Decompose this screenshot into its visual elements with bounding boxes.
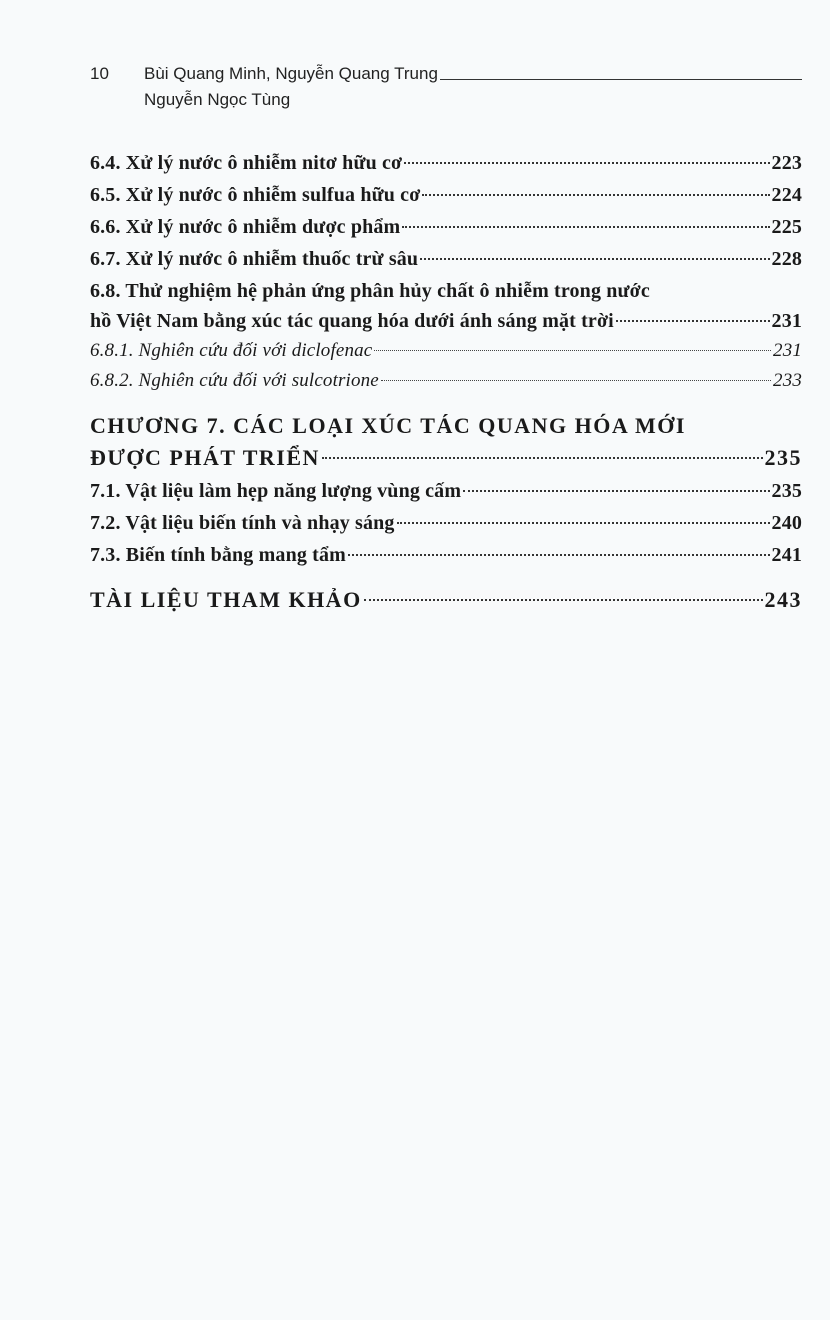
toc-entry-page: 231 [771, 310, 802, 332]
toc-entry-title: 6.8.2. Nghiên cứu đối với sulcotrione [90, 370, 379, 391]
toc-entry-title: 6.7. Xử lý nước ô nhiễm thuốc trừ sâu [90, 248, 419, 270]
toc-entry-line [90, 442, 802, 474]
header-authors-continued: Nguyễn Ngọc Tùng [144, 90, 291, 109]
toc-entry-page: 241 [771, 544, 802, 566]
toc-entry-page: 240 [771, 512, 802, 534]
toc-entry-title: 6.8. Thử nghiệm hệ phản ứng phân hủy chất ô nhiễm trong nước [90, 280, 650, 302]
toc-entry-6-5[interactable] [90, 180, 802, 210]
toc-entry-6-4[interactable] [90, 148, 802, 178]
toc-entry-7-3[interactable] [90, 540, 802, 570]
toc-entry-title: 6.5. Xử lý nước ô nhiễm sulfua hữu cơ [90, 184, 421, 206]
header-first-line [90, 62, 802, 84]
toc-entry-page: 235 [764, 445, 802, 470]
toc-entry-title: 7.2. Vật liệu biến tính và nhạy sáng [90, 512, 395, 534]
toc-entry-page: 231 [773, 340, 802, 361]
table-of-contents [90, 148, 802, 616]
toc-entry-page: 235 [771, 480, 802, 502]
toc-entry-chapter-7[interactable] [90, 410, 802, 474]
toc-entry-line [90, 306, 802, 336]
dot-leader [381, 380, 771, 381]
toc-entry-6-6[interactable] [90, 212, 802, 242]
header-authors: Bùi Quang Minh, Nguyễn Quang Trung [144, 64, 438, 83]
page-number: 10 [90, 64, 109, 83]
dot-leader [322, 457, 763, 459]
dot-leader [402, 226, 769, 228]
toc-entry-page: 243 [764, 587, 802, 612]
toc-entry-title: 7.3. Biến tính bằng mang tẩm [90, 544, 346, 566]
toc-entry-6-8-1[interactable] [90, 336, 802, 366]
dot-leader [374, 350, 771, 351]
dot-leader [404, 162, 769, 164]
toc-entry-title: 6.8.1. Nghiên cứu đối với diclofenac [90, 340, 373, 361]
toc-entry-title: 7.1. Vật liệu làm hẹp năng lượng vùng cấm [90, 480, 462, 502]
dot-leader [364, 599, 763, 601]
toc-entry-page: 228 [771, 248, 802, 270]
header-rule [440, 79, 802, 80]
dot-leader [463, 490, 769, 492]
chapter-title-continued: ĐƯỢC PHÁT TRIỂN [90, 445, 320, 470]
toc-entry-page: 224 [771, 184, 802, 206]
toc-entry-7-2[interactable] [90, 508, 802, 538]
toc-entry-6-8[interactable] [90, 276, 802, 336]
chapter-title: CHƯƠNG 7. CÁC LOẠI XÚC TÁC QUANG HÓA MỚI [90, 413, 686, 438]
dot-leader [422, 194, 769, 196]
running-header [90, 62, 802, 110]
toc-entry-title: TÀI LIỆU THAM KHẢO [90, 587, 362, 612]
toc-entry-title: 6.6. Xử lý nước ô nhiễm dược phẩm [90, 216, 401, 238]
dot-leader [348, 554, 770, 556]
dot-leader [420, 258, 769, 260]
toc-entry-references[interactable] [90, 584, 802, 616]
toc-entry-page: 233 [773, 370, 802, 391]
toc-entry-7-1[interactable] [90, 476, 802, 506]
dot-leader [616, 320, 770, 322]
toc-entry-page: 223 [771, 152, 802, 174]
toc-entry-6-8-2[interactable] [90, 366, 802, 396]
toc-entry-title-continued: hồ Việt Nam bằng xúc tác quang hóa dưới ánh sáng mặt trời [90, 310, 614, 332]
dot-leader [397, 522, 770, 524]
toc-entry-6-7[interactable] [90, 244, 802, 274]
toc-entry-page: 225 [771, 216, 802, 238]
toc-entry-title: 6.4. Xử lý nước ô nhiễm nitơ hữu cơ [90, 152, 403, 174]
